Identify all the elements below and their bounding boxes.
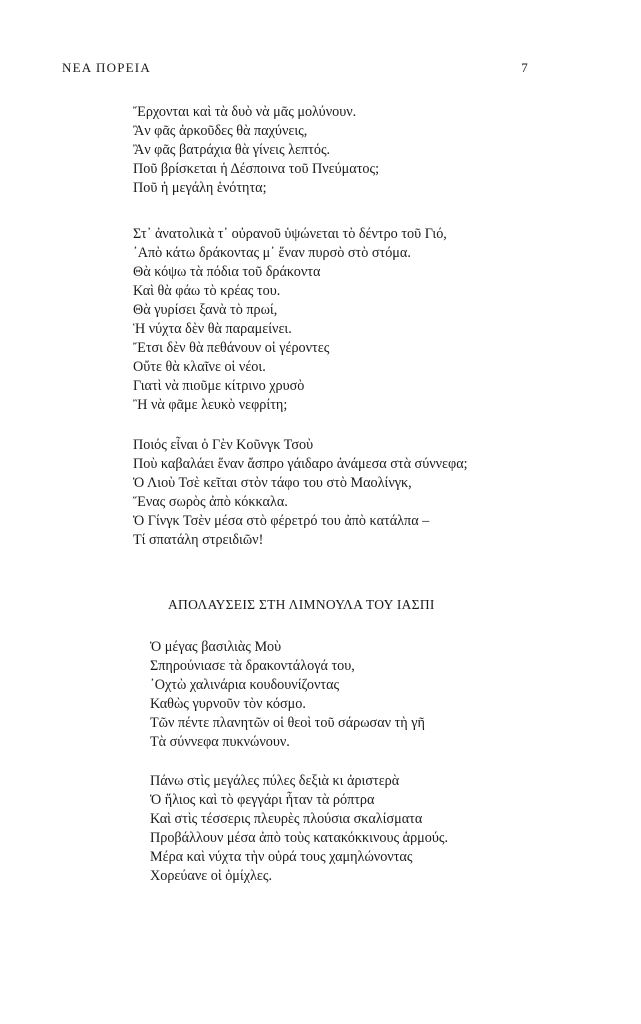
verse-line: Ὁ Λιοὺ Τσὲ κεῖται στὸν τάφο του στὸ Μαολίνγκ, xyxy=(133,475,412,491)
verse-line: Μέρα καὶ νύχτα τὴν οὐρά τους χαμηλώνοντας xyxy=(150,849,413,865)
poem-1-stanza-1 xyxy=(133,103,379,198)
journal-title: ΝΕΑ ΠΟΡΕΙΑ xyxy=(62,60,151,75)
verse-line: Ποὺ καβαλάει ἕναν ἄσπρο γάιδαρο ἀνάμεσα στὰ σύννεφα; xyxy=(133,456,468,472)
verse-line: Πάνω στὶς μεγάλες πύλες δεξιὰ κι ἀριστερὰ xyxy=(150,773,400,789)
running-header xyxy=(62,60,529,80)
verse-line: Οὔτε θὰ κλαῖνε οἱ νέοι. xyxy=(133,359,266,375)
verse-line: Καὶ στὶς τέσσερις πλευρὲς πλούσια σκαλίσματα xyxy=(150,811,423,827)
verse-line: Ἂν φᾶς βατράχια θὰ γίνεις λεπτός. xyxy=(133,142,331,158)
verse-line: Καὶ θὰ φάω τὸ κρέας του. xyxy=(133,283,281,299)
verse-line: Ποῦ βρίσκεται ἡ Δέσποινα τοῦ Πνεύματος; xyxy=(133,161,380,177)
poem-2-stanza-2 xyxy=(150,772,448,886)
verse-line: Ἡ νύχτα δὲν θὰ παραμείνει. xyxy=(133,321,292,337)
verse-line: Θὰ γυρίσει ξανὰ τὸ πρωί, xyxy=(133,302,278,318)
verse-line: Τὰ σύννεφα πυκνώνουν. xyxy=(150,734,290,750)
verse-line: Ποῦ ἡ μεγάλη ἑνότητα; xyxy=(133,180,267,196)
verse-line: Τῶν πέντε πλανητῶν οἱ θεοὶ τοῦ σάρωσαν τὴ γῆ xyxy=(150,715,425,731)
verse-line: Προβάλλουν μέσα ἀπὸ τοὺς κατακόκκινους ἁρμούς. xyxy=(150,830,449,846)
verse-line: Ἢ νὰ φᾶμε λευκὸ νεφρίτη; xyxy=(133,397,288,413)
verse-line: Ἂν φᾶς ἀρκοῦδες θὰ παχύνεις, xyxy=(133,123,308,139)
verse-line: Ἔτσι δὲν θὰ πεθάνουν οἱ γέροντες xyxy=(133,340,330,356)
poem-1-stanza-3 xyxy=(133,436,468,550)
poem-1-stanza-2 xyxy=(133,225,447,415)
verse-line: Θὰ κόψω τὰ πόδια τοῦ δράκοντα xyxy=(133,264,321,280)
poem-2-stanza-1 xyxy=(150,638,425,752)
verse-line: Χορεύανε οἱ ὁμίχλες. xyxy=(150,868,273,884)
verse-line: Ἔρχονται καὶ τὰ δυὸ νὰ μᾶς μολύνουν. xyxy=(133,104,357,120)
verse-line: Ἕνας σωρὸς ἀπὸ κόκκαλα. xyxy=(133,494,288,510)
verse-line: Τί σπατάλη στρειδιῶν! xyxy=(133,532,264,548)
verse-line: Ποιός εἶναι ὁ Γὲν Κοῦνγκ Τσοὺ xyxy=(133,437,314,453)
page-number: 7 xyxy=(521,60,529,75)
verse-line: Γιατὶ νὰ πιοῦμε κίτρινο χρυσὸ xyxy=(133,378,305,394)
verse-line: Ὁ Γίνγκ Τσὲν μέσα στὸ φέρετρό του ἀπὸ κατάλπα – xyxy=(133,513,430,529)
verse-line: Σπηρούνιασε τὰ δρακοντάλογά του, xyxy=(150,658,355,674)
verse-line: Ὁ ἥλιος καὶ τὸ φεγγάρι ἦταν τὰ ρόπτρα xyxy=(150,792,375,808)
verse-line: ᾽Οχτὼ χαλινάρια κουδουνίζοντας xyxy=(150,677,340,693)
verse-line: Ὁ μέγας βασιλιὰς Μοὺ xyxy=(150,639,282,655)
verse-line: ᾽Απὸ κάτω δράκοντας μ᾽ ἕναν πυρσὸ στὸ στόμα. xyxy=(133,245,411,261)
verse-line: Καθὼς γυρνοῦν τὸν κόσμο. xyxy=(150,696,306,712)
verse-line: Στ᾽ ἀνατολικὰ τ᾽ οὐρανοῦ ὑψώνεται τὸ δέντρο τοῦ Γιό, xyxy=(133,226,447,242)
poem-2-title: ΑΠΟΛΑΥΣΕΙΣ ΣΤΗ ΛΙΜΝΟΥΛΑ ΤΟΥ ΙΑΣΠΙ xyxy=(168,597,435,612)
